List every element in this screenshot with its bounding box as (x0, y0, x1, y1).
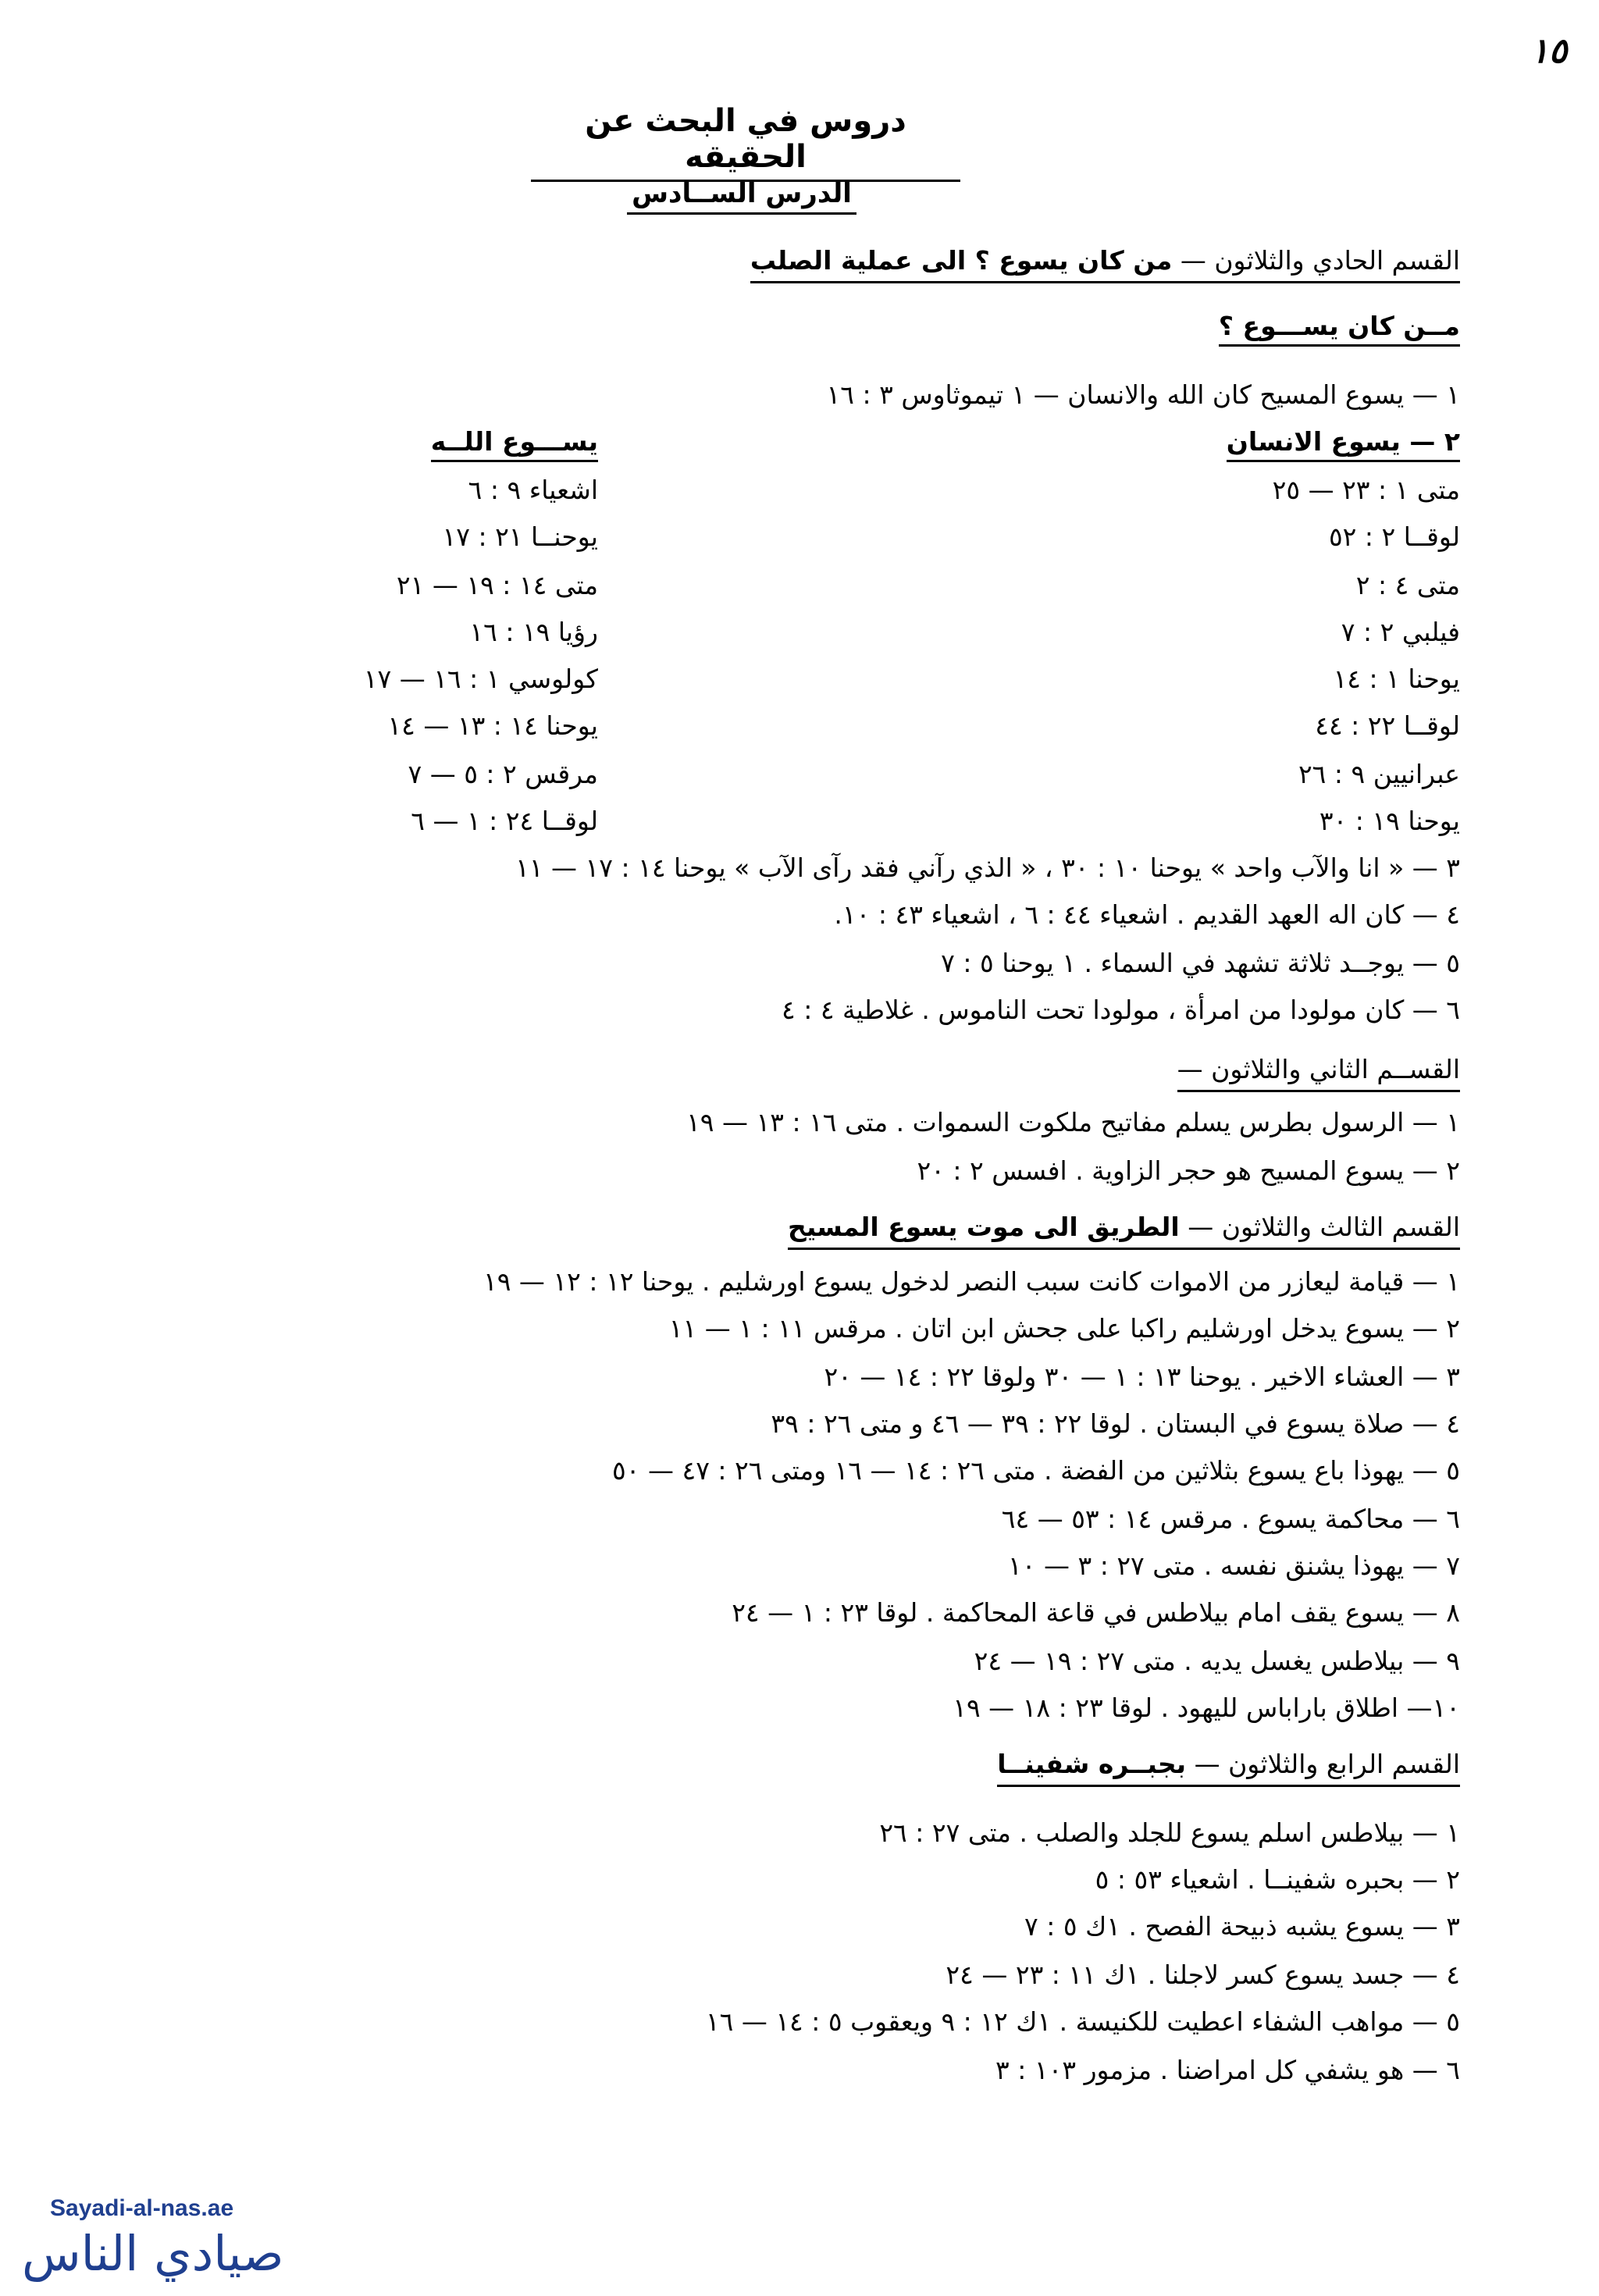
god-ref: مرقس ٢ : ٥ — ٧ (408, 759, 598, 789)
god-heading: يســـوع اللــه (431, 425, 598, 459)
god-ref: يوحنــا ٢١ : ١٧ (442, 521, 598, 552)
section-31-heading: القسم الحادي والثلاثون — من كان يسوع ؟ الى عملية الصلب (750, 244, 1460, 283)
document-title: دروس في البحث عن الحقيقه (531, 103, 960, 182)
section-34-item-1: ١ — بيلاطس اسلم يسوع للجلد والصلب . متى ٢٧ : ٢٦ (879, 1817, 1460, 1848)
section-33-item-3: ٣ — العشاء الاخير . يوحنا ١٣ : ١ — ٣٠ ولوقا ٢٢ : ١٤ — ٢٠ (824, 1362, 1460, 1392)
lesson-title: الدرس الســادس (617, 178, 867, 215)
section-34-item-3: ٣ — يسوع يشبه ذبيحة الفصح . ١ك ٥ : ٧ (1024, 1911, 1460, 1942)
son-of-man-ref: يوحنا ١٩ : ٣٠ (1319, 806, 1460, 836)
section-34-item-2: ٢ — بحبره شفينــا . اشعياء ٥٣ : ٥ (1095, 1864, 1460, 1895)
son-of-man-ref: فيلبي ٢ : ٧ (1341, 617, 1460, 647)
section-34-item-6: ٦ — هو يشفي كل امراضنا . مزمور ١٠٣ : ٣ (995, 2055, 1460, 2085)
section-31-item-1: ١ — يسوع المسيح كان الله والانسان — ١ تيموثاوس ٣ : ١٦ (826, 379, 1460, 410)
section-33-item-2: ٢ — يسوع يدخل اورشليم راكبا على جحش ابن اتان . مرقس ١١ : ١ — ١١ (668, 1313, 1460, 1344)
section-32-item-2: ٢ — يسوع المسيح هو حجر الزاوية . افسس ٢ : ٢٠ (917, 1155, 1460, 1186)
section-33-item-4: ٤ — صلاة يسوع في البستان . لوقا ٢٢ : ٣٩ — ٤٦ و متى ٢٦ : ٣٩ (771, 1408, 1460, 1439)
god-ref: متى ١٤ : ١٩ — ٢١ (396, 570, 598, 600)
section-33-item-9: ٩ — بيلاطس يغسل يديه . متى ٢٧ : ١٩ — ٢٤ (974, 1646, 1460, 1676)
section-33-item-7: ٧ — يهوذا يشنق نفسه . متى ٢٧ : ٣ — ١٠ (1008, 1550, 1460, 1581)
section-31-item-3: ٣ — « انا والآب واحد » يوحنا ١٠ : ٣٠ ، « الذي رآني فقد رآى الآب » يوحنا ١٤ : ١٧ — ١١ (515, 853, 1460, 883)
section-33-item-5: ٥ — يهوذا باع يسوع بثلاثين من الفضة . متى ٢٦ : ١٤ — ١٦ ومتى ٢٦ : ٤٧ — ٥٠ (612, 1455, 1460, 1486)
son-of-man-heading: ٢ — يسوع الانسان (1227, 425, 1460, 459)
section-31-item-6: ٦ — كان مولودا من امرأة ، مولودا تحت الناموس . غلاطية ٤ : ٤ (781, 995, 1460, 1025)
who-was-jesus-heading: مــن كان يســـوع ؟ (1219, 309, 1460, 344)
watermark-logo-text: صيادي الناس (22, 2225, 284, 2282)
son-of-man-ref: متى ٤ : ٢ (1355, 570, 1460, 600)
son-of-man-ref: لوقــا ٢ : ٥٢ (1328, 521, 1460, 552)
section-34-item-5: ٥ — مواهب الشفاء اعطيت للكنيسة . ١ك ١٢ : ٩ ويعقوب ٥ : ١٤ — ١٦ (705, 2006, 1460, 2037)
son-of-man-ref: لوقــا ٢٢ : ٤٤ (1315, 710, 1460, 741)
god-ref: لوقــا ٢٤ : ١ — ٦ (411, 806, 598, 836)
section-34-item-4: ٤ — جسد يسوع كسر لاجلنا . ١ك ١١ : ٢٣ — ٢٤ (946, 1960, 1460, 1990)
section-33-item-6: ٦ — محاكمة يسوع . مرقس ١٤ : ٥٣ — ٦٤ (1001, 1504, 1460, 1534)
page-number: ١٥ (1530, 31, 1568, 71)
god-ref: رؤيا ١٩ : ١٦ (469, 617, 598, 647)
section-32-item-1: ١ — الرسول بطرس يسلم مفاتيح ملكوت السموات . متى ١٦ : ١٣ — ١٩ (686, 1107, 1460, 1137)
section-31-item-4: ٤ — كان اله العهد القديم . اشعياء ٤٤ : ٦ ، اشعياء ٤٣ : ١٠. (834, 899, 1460, 930)
section-33-item-8: ٨ — يسوع يقف امام بيلاطس في قاعة المحاكمة . لوقا ٢٣ : ١ — ٢٤ (732, 1597, 1460, 1628)
god-ref: كولوسي ١ : ١٦ — ١٧ (363, 664, 598, 694)
section-34-heading: القسم الرابع والثلاثون — بجبــره شفينــا (997, 1747, 1460, 1787)
god-ref: يوحنا ١٤ : ١٣ — ١٤ (387, 710, 598, 741)
section-33-heading: القسم الثالث والثلاثون — الطريق الى موت يسوع المسيح (788, 1210, 1460, 1250)
son-of-man-ref: يوحنا ١ : ١٤ (1333, 664, 1460, 694)
son-of-man-ref: عبرانيين ٩ : ٢٦ (1298, 759, 1460, 789)
watermark-url: Sayadi-al-nas.ae (50, 2195, 234, 2221)
section-31-item-5: ٥ — يوجــد ثلاثة تشهد في السماء . ١ يوحنا ٥ : ٧ (941, 948, 1460, 978)
section-33-item-10: ١٠— اطلاق باراباس لليهود . لوقا ٢٣ : ١٨ — ١٩ (953, 1693, 1460, 1723)
section-33-item-1: ١ — قيامة ليعازر من الاموات كانت سبب النصر لدخول يسوع اورشليم . يوحنا ١٢ : ١٢ — ١٩ (483, 1266, 1460, 1297)
god-ref: اشعياء ٩ : ٦ (468, 475, 598, 505)
section-32-heading: القســم الثاني والثلاثون — (1177, 1052, 1460, 1092)
son-of-man-ref: متى ١ : ٢٣ — ٢٥ (1272, 475, 1460, 505)
